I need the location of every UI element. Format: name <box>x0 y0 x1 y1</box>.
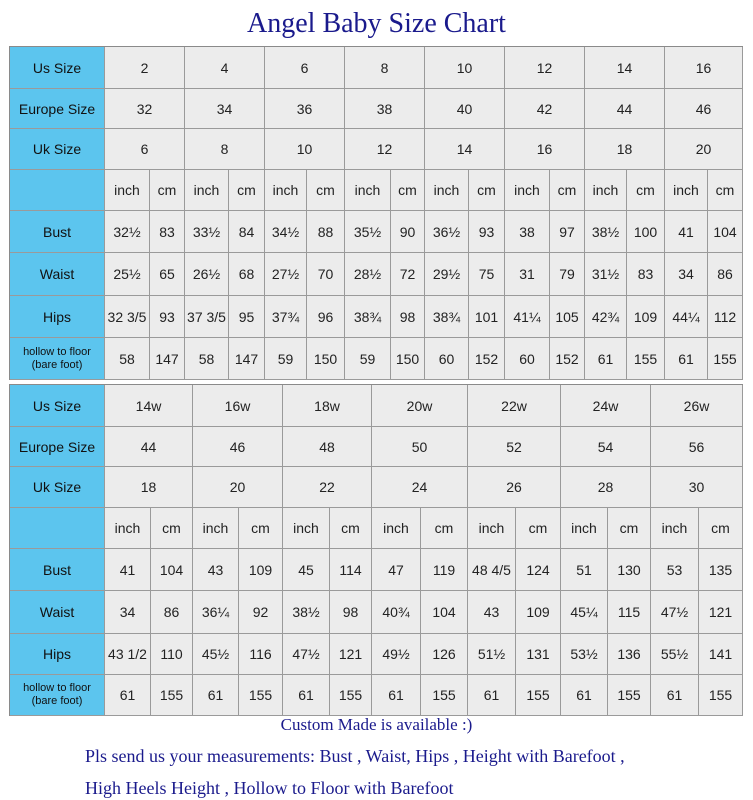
uk-size-cell: 26 <box>468 467 561 508</box>
uk-size-cell: 8 <box>185 129 265 170</box>
uk-size-cell: 14 <box>425 129 505 170</box>
us-size-cell: 10 <box>425 47 505 89</box>
europe-size-cell: 54 <box>561 427 651 467</box>
hips-cm-cell: 110 <box>151 634 193 675</box>
hollow-cm-cell: 150 <box>307 338 345 380</box>
hollow-inch-cell: 61 <box>283 675 330 716</box>
hips-inch-cell: 37 3/5 <box>185 296 229 338</box>
bust-inch-cell: 45 <box>283 549 330 591</box>
units-row-label <box>10 170 105 211</box>
hips-inch-cell: 51½ <box>468 634 516 675</box>
europe-size-cell: 46 <box>193 427 283 467</box>
unit-inch-header: inch <box>505 170 550 211</box>
row-label-europe: Europe Size <box>10 89 105 129</box>
hips-cm-cell: 101 <box>469 296 505 338</box>
unit-inch-header: inch <box>105 508 151 549</box>
us-size-cell: 20w <box>372 385 468 427</box>
hollow-inch-cell: 61 <box>665 338 708 380</box>
europe-size-cell: 44 <box>585 89 665 129</box>
us-size-cell: 22w <box>468 385 561 427</box>
europe-size-cell: 34 <box>185 89 265 129</box>
waist-inch-cell: 31 <box>505 253 550 296</box>
us-size-cell: 12 <box>505 47 585 89</box>
unit-cm-header: cm <box>608 508 651 549</box>
europe-size-cell: 48 <box>283 427 372 467</box>
waist-inch-cell: 28½ <box>345 253 391 296</box>
europe-size-cell: 40 <box>425 89 505 129</box>
hollow-inch-cell: 58 <box>185 338 229 380</box>
hollow-cm-cell: 155 <box>421 675 468 716</box>
unit-cm-header: cm <box>150 170 185 211</box>
unit-inch-header: inch <box>665 170 708 211</box>
waist-cm-cell: 86 <box>708 253 743 296</box>
unit-cm-header: cm <box>421 508 468 549</box>
waist-inch-cell: 36¼ <box>193 591 239 634</box>
hips-inch-cell: 44¼ <box>665 296 708 338</box>
us-size-cell: 14 <box>585 47 665 89</box>
waist-inch-cell: 25½ <box>105 253 150 296</box>
hips-inch-cell: 55½ <box>651 634 699 675</box>
hips-inch-cell: 49½ <box>372 634 421 675</box>
hollow-inch-cell: 61 <box>585 338 627 380</box>
unit-inch-header: inch <box>425 170 469 211</box>
us-size-cell: 16 <box>665 47 743 89</box>
units-row-label <box>10 508 105 549</box>
hips-inch-cell: 37¾ <box>265 296 307 338</box>
bust-cm-cell: 83 <box>150 211 185 253</box>
unit-inch-header: inch <box>585 170 627 211</box>
hollow-cm-cell: 152 <box>469 338 505 380</box>
waist-inch-cell: 43 <box>468 591 516 634</box>
unit-inch-header: inch <box>185 170 229 211</box>
row-label-us: Us Size <box>10 47 105 89</box>
hips-inch-cell: 38¾ <box>425 296 469 338</box>
hollow-inch-cell: 59 <box>265 338 307 380</box>
europe-size-cell: 50 <box>372 427 468 467</box>
bust-inch-cell: 41 <box>665 211 708 253</box>
size-table-standard <box>9 46 743 380</box>
hips-inch-cell: 41¼ <box>505 296 550 338</box>
bust-inch-cell: 38½ <box>585 211 627 253</box>
bust-inch-cell: 35½ <box>345 211 391 253</box>
bust-inch-cell: 51 <box>561 549 608 591</box>
bust-inch-cell: 43 <box>193 549 239 591</box>
uk-size-cell: 20 <box>193 467 283 508</box>
measurements-note: Pls send us your measurements: Bust , Waist, Hips , Height with Barefoot , <box>85 746 625 766</box>
hollow-cm-cell: 155 <box>239 675 283 716</box>
bust-cm-cell: 104 <box>708 211 743 253</box>
hollow-inch-cell: 60 <box>505 338 550 380</box>
unit-inch-header: inch <box>193 508 239 549</box>
hips-cm-cell: 136 <box>608 634 651 675</box>
unit-cm-header: cm <box>469 170 505 211</box>
hips-cm-cell: 109 <box>627 296 665 338</box>
uk-size-cell: 6 <box>105 129 185 170</box>
europe-size-cell: 36 <box>265 89 345 129</box>
bust-inch-cell: 41 <box>105 549 151 591</box>
unit-cm-header: cm <box>307 170 345 211</box>
waist-cm-cell: 121 <box>699 591 743 634</box>
waist-cm-cell: 65 <box>150 253 185 296</box>
bust-cm-cell: 100 <box>627 211 665 253</box>
unit-inch-header: inch <box>345 170 391 211</box>
row-label-bust: Bust <box>10 211 105 253</box>
unit-inch-header: inch <box>561 508 608 549</box>
bust-cm-cell: 114 <box>330 549 372 591</box>
unit-cm-header: cm <box>239 508 283 549</box>
hips-cm-cell: 93 <box>150 296 185 338</box>
row-label-europe: Europe Size <box>10 427 105 467</box>
bust-cm-cell: 93 <box>469 211 505 253</box>
waist-cm-cell: 83 <box>627 253 665 296</box>
waist-cm-cell: 68 <box>229 253 265 296</box>
waist-inch-cell: 40¾ <box>372 591 421 634</box>
unit-inch-header: inch <box>283 508 330 549</box>
hollow-inch-cell: 59 <box>345 338 391 380</box>
europe-size-cell: 38 <box>345 89 425 129</box>
row-label-us: Us Size <box>10 385 105 427</box>
hollow-inch-cell: 61 <box>651 675 699 716</box>
waist-cm-cell: 75 <box>469 253 505 296</box>
row-label-hips: Hips <box>10 296 105 338</box>
uk-size-cell: 18 <box>585 129 665 170</box>
bust-inch-cell: 34½ <box>265 211 307 253</box>
hollow-inch-cell: 58 <box>105 338 150 380</box>
row-label-hips: Hips <box>10 634 105 675</box>
uk-size-cell: 12 <box>345 129 425 170</box>
hollow-cm-cell: 155 <box>699 675 743 716</box>
row-label-hollow: hollow to floor (bare foot) <box>10 338 105 380</box>
bust-inch-cell: 47 <box>372 549 421 591</box>
row-label-bust: Bust <box>10 549 105 591</box>
hips-inch-cell: 53½ <box>561 634 608 675</box>
us-size-cell: 8 <box>345 47 425 89</box>
waist-cm-cell: 115 <box>608 591 651 634</box>
hollow-inch-cell: 61 <box>105 675 151 716</box>
row-label-uk: Uk Size <box>10 467 105 508</box>
measurements-note-continued: High Heels Height , Hollow to Floor with Barefoot <box>85 778 454 798</box>
us-size-cell: 24w <box>561 385 651 427</box>
unit-inch-header: inch <box>651 508 699 549</box>
waist-inch-cell: 34 <box>665 253 708 296</box>
hips-cm-cell: 98 <box>391 296 425 338</box>
hollow-cm-cell: 155 <box>608 675 651 716</box>
europe-size-cell: 52 <box>468 427 561 467</box>
waist-inch-cell: 26½ <box>185 253 229 296</box>
hips-inch-cell: 43 1/2 <box>105 634 151 675</box>
row-label-waist: Waist <box>10 253 105 296</box>
europe-size-cell: 56 <box>651 427 743 467</box>
uk-size-cell: 20 <box>665 129 743 170</box>
hips-cm-cell: 112 <box>708 296 743 338</box>
uk-size-cell: 22 <box>283 467 372 508</box>
europe-size-cell: 42 <box>505 89 585 129</box>
unit-cm-header: cm <box>550 170 585 211</box>
us-size-cell: 26w <box>651 385 743 427</box>
waist-cm-cell: 98 <box>330 591 372 634</box>
europe-size-cell: 32 <box>105 89 185 129</box>
hollow-inch-cell: 61 <box>193 675 239 716</box>
bust-cm-cell: 109 <box>239 549 283 591</box>
unit-cm-header: cm <box>229 170 265 211</box>
bust-cm-cell: 84 <box>229 211 265 253</box>
unit-inch-header: inch <box>468 508 516 549</box>
row-label-waist: Waist <box>10 591 105 634</box>
waist-inch-cell: 47½ <box>651 591 699 634</box>
hips-cm-cell: 141 <box>699 634 743 675</box>
unit-cm-header: cm <box>699 508 743 549</box>
bust-inch-cell: 36½ <box>425 211 469 253</box>
waist-cm-cell: 104 <box>421 591 468 634</box>
bust-cm-cell: 97 <box>550 211 585 253</box>
us-size-cell: 6 <box>265 47 345 89</box>
bust-cm-cell: 104 <box>151 549 193 591</box>
hips-inch-cell: 45½ <box>193 634 239 675</box>
hollow-cm-cell: 155 <box>708 338 743 380</box>
hollow-inch-cell: 61 <box>468 675 516 716</box>
us-size-cell: 4 <box>185 47 265 89</box>
hips-cm-cell: 105 <box>550 296 585 338</box>
waist-cm-cell: 72 <box>391 253 425 296</box>
bust-inch-cell: 33½ <box>185 211 229 253</box>
hips-inch-cell: 47½ <box>283 634 330 675</box>
waist-inch-cell: 27½ <box>265 253 307 296</box>
hollow-cm-cell: 150 <box>391 338 425 380</box>
hollow-cm-cell: 147 <box>229 338 265 380</box>
custom-made-note: Custom Made is available :) <box>280 715 473 734</box>
hollow-cm-cell: 155 <box>627 338 665 380</box>
uk-size-cell: 28 <box>561 467 651 508</box>
bust-inch-cell: 32½ <box>105 211 150 253</box>
unit-inch-header: inch <box>265 170 307 211</box>
hollow-cm-cell: 155 <box>516 675 561 716</box>
hollow-cm-cell: 147 <box>150 338 185 380</box>
hips-cm-cell: 95 <box>229 296 265 338</box>
hollow-cm-cell: 155 <box>330 675 372 716</box>
bust-cm-cell: 119 <box>421 549 468 591</box>
europe-size-cell: 46 <box>665 89 743 129</box>
waist-inch-cell: 45¼ <box>561 591 608 634</box>
row-label-uk: Uk Size <box>10 129 105 170</box>
hollow-inch-cell: 61 <box>372 675 421 716</box>
uk-size-cell: 30 <box>651 467 743 508</box>
us-size-cell: 16w <box>193 385 283 427</box>
hips-cm-cell: 116 <box>239 634 283 675</box>
hips-inch-cell: 38¾ <box>345 296 391 338</box>
hollow-cm-cell: 152 <box>550 338 585 380</box>
bust-inch-cell: 38 <box>505 211 550 253</box>
bust-cm-cell: 88 <box>307 211 345 253</box>
unit-cm-header: cm <box>330 508 372 549</box>
us-size-cell: 18w <box>283 385 372 427</box>
hollow-inch-cell: 61 <box>561 675 608 716</box>
waist-inch-cell: 31½ <box>585 253 627 296</box>
unit-cm-header: cm <box>708 170 743 211</box>
bust-cm-cell: 130 <box>608 549 651 591</box>
hollow-inch-cell: 60 <box>425 338 469 380</box>
unit-cm-header: cm <box>391 170 425 211</box>
waist-cm-cell: 109 <box>516 591 561 634</box>
europe-size-cell: 44 <box>105 427 193 467</box>
waist-cm-cell: 70 <box>307 253 345 296</box>
uk-size-cell: 18 <box>105 467 193 508</box>
row-label-hollow: hollow to floor (bare foot) <box>10 675 105 716</box>
unit-inch-header: inch <box>372 508 421 549</box>
unit-inch-header: inch <box>105 170 150 211</box>
waist-cm-cell: 92 <box>239 591 283 634</box>
hips-inch-cell: 32 3/5 <box>105 296 150 338</box>
hips-cm-cell: 121 <box>330 634 372 675</box>
waist-inch-cell: 38½ <box>283 591 330 634</box>
bust-cm-cell: 124 <box>516 549 561 591</box>
hips-cm-cell: 131 <box>516 634 561 675</box>
bust-cm-cell: 135 <box>699 549 743 591</box>
unit-cm-header: cm <box>516 508 561 549</box>
hips-cm-cell: 126 <box>421 634 468 675</box>
waist-cm-cell: 86 <box>151 591 193 634</box>
unit-cm-header: cm <box>627 170 665 211</box>
bust-inch-cell: 48 4/5 <box>468 549 516 591</box>
hollow-cm-cell: 155 <box>151 675 193 716</box>
size-table-plus <box>9 384 743 716</box>
bust-inch-cell: 53 <box>651 549 699 591</box>
us-size-cell: 14w <box>105 385 193 427</box>
us-size-cell: 2 <box>105 47 185 89</box>
uk-size-cell: 10 <box>265 129 345 170</box>
waist-inch-cell: 29½ <box>425 253 469 296</box>
unit-cm-header: cm <box>151 508 193 549</box>
hips-inch-cell: 42¾ <box>585 296 627 338</box>
hips-cm-cell: 96 <box>307 296 345 338</box>
uk-size-cell: 24 <box>372 467 468 508</box>
uk-size-cell: 16 <box>505 129 585 170</box>
waist-cm-cell: 79 <box>550 253 585 296</box>
bust-cm-cell: 90 <box>391 211 425 253</box>
waist-inch-cell: 34 <box>105 591 151 634</box>
page-title: Angel Baby Size Chart <box>247 8 506 39</box>
